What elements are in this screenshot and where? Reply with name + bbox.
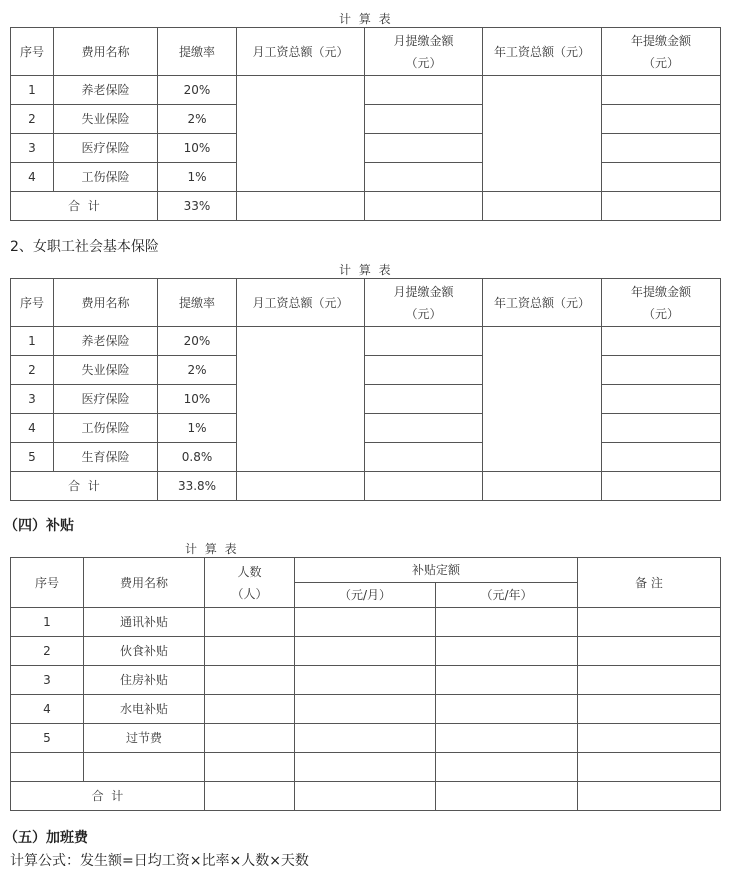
annual-amount-cell[interactable] xyxy=(602,414,721,443)
header-monthly-amount-line2: （元） xyxy=(405,306,442,321)
monthly-wage-cell[interactable] xyxy=(237,76,365,192)
table-row xyxy=(11,105,721,134)
header-fee-name: 费用名称 xyxy=(54,279,158,327)
header-no: 序号 xyxy=(11,279,54,327)
table-row xyxy=(11,327,721,356)
row-no: 1 xyxy=(11,327,54,356)
total-remark-cell[interactable] xyxy=(578,782,721,811)
row-fee-name: 生育保险 xyxy=(54,443,158,472)
section-2-heading: 2、女职工社会基本保险 xyxy=(10,239,159,255)
total-people-cell[interactable] xyxy=(205,782,295,811)
total-row xyxy=(11,472,721,501)
per-month-cell[interactable] xyxy=(295,666,436,695)
row-no[interactable] xyxy=(11,753,84,782)
remark-cell[interactable] xyxy=(578,753,721,782)
remark-cell[interactable] xyxy=(578,608,721,637)
table-row xyxy=(11,163,721,192)
row-no: 3 xyxy=(11,385,54,414)
per-month-cell[interactable] xyxy=(295,608,436,637)
total-annual-amount-cell[interactable] xyxy=(602,472,721,501)
remark-cell[interactable] xyxy=(578,637,721,666)
annual-amount-cell[interactable] xyxy=(602,385,721,414)
row-rate: 1% xyxy=(158,414,237,443)
row-fee-name: 过节费 xyxy=(84,724,205,753)
header-annual-amount xyxy=(602,279,721,327)
total-monthly-amount-cell[interactable] xyxy=(365,472,483,501)
header-monthly-amount xyxy=(365,279,483,327)
row-rate: 10% xyxy=(158,134,237,163)
monthly-amount-cell[interactable] xyxy=(365,163,483,192)
row-rate: 2% xyxy=(158,105,237,134)
remark-cell[interactable] xyxy=(578,695,721,724)
row-no: 3 xyxy=(11,666,84,695)
overtime-formula: 计算公式：发生额=日均工资×比率×人数×天数 xyxy=(10,853,309,869)
header-annual-amount-line1: 年提缴金额 xyxy=(630,284,691,299)
header-monthly-wage: 月工资总额（元） xyxy=(237,279,365,327)
row-fee-name: 工伤保险 xyxy=(54,163,158,192)
monthly-amount-cell[interactable] xyxy=(365,76,483,105)
header-annual-amount-line2: （元） xyxy=(642,55,679,70)
per-year-cell[interactable] xyxy=(436,695,578,724)
total-row xyxy=(11,192,721,221)
people-cell[interactable] xyxy=(205,666,295,695)
total-annual-wage-cell[interactable] xyxy=(483,472,602,501)
row-rate: 10% xyxy=(158,385,237,414)
monthly-amount-cell[interactable] xyxy=(365,134,483,163)
monthly-amount-cell[interactable] xyxy=(365,385,483,414)
people-cell[interactable] xyxy=(205,724,295,753)
header-monthly-amount xyxy=(365,28,483,76)
header-per-month: （元/月） xyxy=(295,583,436,608)
row-rate: 20% xyxy=(158,76,237,105)
table-row xyxy=(11,608,721,637)
annual-amount-cell[interactable] xyxy=(602,356,721,385)
remark-cell[interactable] xyxy=(578,666,721,695)
row-no: 4 xyxy=(11,695,84,724)
per-month-cell[interactable] xyxy=(295,724,436,753)
row-no: 1 xyxy=(11,76,54,105)
header-subsidy-quota: 补贴定额 xyxy=(295,558,578,583)
remark-cell[interactable] xyxy=(578,724,721,753)
total-per-year-cell[interactable] xyxy=(436,782,578,811)
per-year-cell[interactable] xyxy=(436,608,578,637)
row-fee-name: 医疗保险 xyxy=(54,385,158,414)
row-fee-name[interactable] xyxy=(84,753,205,782)
row-fee-name: 养老保险 xyxy=(54,327,158,356)
header-monthly-amount-line1: 月提缴金额 xyxy=(393,284,454,299)
per-month-cell[interactable] xyxy=(295,753,436,782)
annual-wage-cell[interactable] xyxy=(483,327,602,472)
total-monthly-amount-cell[interactable] xyxy=(365,192,483,221)
table-row xyxy=(11,385,721,414)
header-annual-wage: 年工资总额（元） xyxy=(483,28,602,76)
table1-caption: 计 算 表 xyxy=(339,12,393,26)
monthly-amount-cell[interactable] xyxy=(365,105,483,134)
section-4-heading: （四）补贴 xyxy=(4,518,74,534)
row-fee-name: 养老保险 xyxy=(54,76,158,105)
table-row xyxy=(11,724,721,753)
row-fee-name: 失业保险 xyxy=(54,105,158,134)
per-year-cell[interactable] xyxy=(436,724,578,753)
total-rate: 33.8% xyxy=(158,472,237,501)
annual-amount-cell[interactable] xyxy=(602,134,721,163)
per-year-cell[interactable] xyxy=(436,666,578,695)
total-rate: 33% xyxy=(158,192,237,221)
row-no: 3 xyxy=(11,134,54,163)
row-rate: 0.8% xyxy=(158,443,237,472)
per-month-cell[interactable] xyxy=(295,695,436,724)
header-annual-wage: 年工资总额（元） xyxy=(483,279,602,327)
table-row-empty xyxy=(11,753,721,782)
header-per-year: （元/年） xyxy=(436,583,578,608)
annual-wage-cell[interactable] xyxy=(483,76,602,192)
header-fee-name: 费用名称 xyxy=(54,28,158,76)
annual-amount-cell[interactable] xyxy=(602,443,721,472)
header-monthly-wage: 月工资总额（元） xyxy=(237,28,365,76)
total-annual-amount-cell[interactable] xyxy=(602,192,721,221)
header-remark: 备 注 xyxy=(578,558,721,608)
header-monthly-amount-line1: 月提缴金额 xyxy=(393,33,454,48)
annual-amount-cell[interactable] xyxy=(602,76,721,105)
header-annual-amount xyxy=(602,28,721,76)
table-row xyxy=(11,695,721,724)
monthly-amount-cell[interactable] xyxy=(365,327,483,356)
total-per-month-cell[interactable] xyxy=(295,782,436,811)
header-people-line1: 人数 xyxy=(237,564,262,579)
table-row xyxy=(11,414,721,443)
insurance-table-2 xyxy=(10,278,721,501)
subsidy-table xyxy=(10,557,721,811)
row-no: 1 xyxy=(11,608,84,637)
row-no: 2 xyxy=(11,105,54,134)
header-rate: 提缴率 xyxy=(158,279,237,327)
header-monthly-amount-line2: （元） xyxy=(405,55,442,70)
monthly-amount-cell[interactable] xyxy=(365,356,483,385)
row-no: 2 xyxy=(11,637,84,666)
section-5-heading: （五）加班费 xyxy=(4,830,88,846)
insurance-table-1 xyxy=(10,27,721,221)
header-annual-amount-line2: （元） xyxy=(642,306,679,321)
row-rate: 1% xyxy=(158,163,237,192)
row-no: 4 xyxy=(11,414,54,443)
monthly-amount-cell[interactable] xyxy=(365,414,483,443)
row-fee-name: 医疗保险 xyxy=(54,134,158,163)
total-row xyxy=(11,782,721,811)
row-no: 5 xyxy=(11,443,54,472)
monthly-amount-cell[interactable] xyxy=(365,443,483,472)
row-fee-name: 伙食补贴 xyxy=(84,637,205,666)
table-row xyxy=(11,356,721,385)
header-people-line2: （人） xyxy=(231,586,268,601)
header-annual-amount-line1: 年提缴金额 xyxy=(630,33,691,48)
header-no: 序号 xyxy=(11,558,84,608)
table2-caption: 计 算 表 xyxy=(339,263,393,277)
per-year-cell[interactable] xyxy=(436,753,578,782)
header-fee-name: 费用名称 xyxy=(84,558,205,608)
table-row xyxy=(11,443,721,472)
people-cell[interactable] xyxy=(205,753,295,782)
table-row xyxy=(11,76,721,105)
annual-amount-cell[interactable] xyxy=(602,105,721,134)
total-monthly-wage-cell[interactable] xyxy=(237,192,365,221)
people-cell[interactable] xyxy=(205,637,295,666)
header-people xyxy=(205,558,295,608)
table-row xyxy=(11,637,721,666)
row-fee-name: 通讯补贴 xyxy=(84,608,205,637)
row-fee-name: 水电补贴 xyxy=(84,695,205,724)
header-no: 序号 xyxy=(11,28,54,76)
total-label: 合 计 xyxy=(11,782,205,811)
table-row xyxy=(11,134,721,163)
row-rate: 20% xyxy=(158,327,237,356)
total-label: 合 计 xyxy=(11,472,158,501)
monthly-wage-cell[interactable] xyxy=(237,327,365,472)
table-row xyxy=(11,666,721,695)
row-fee-name: 住房补贴 xyxy=(84,666,205,695)
people-cell[interactable] xyxy=(205,608,295,637)
row-fee-name: 工伤保险 xyxy=(54,414,158,443)
row-no: 4 xyxy=(11,163,54,192)
row-no: 5 xyxy=(11,724,84,753)
per-year-cell[interactable] xyxy=(436,637,578,666)
table3-caption: 计 算 表 xyxy=(185,542,239,556)
row-fee-name: 失业保险 xyxy=(54,356,158,385)
per-month-cell[interactable] xyxy=(295,637,436,666)
header-rate: 提缴率 xyxy=(158,28,237,76)
annual-amount-cell[interactable] xyxy=(602,163,721,192)
total-label: 合 计 xyxy=(11,192,158,221)
row-rate: 2% xyxy=(158,356,237,385)
total-monthly-wage-cell[interactable] xyxy=(237,472,365,501)
people-cell[interactable] xyxy=(205,695,295,724)
row-no: 2 xyxy=(11,356,54,385)
annual-amount-cell[interactable] xyxy=(602,327,721,356)
total-annual-wage-cell[interactable] xyxy=(483,192,602,221)
